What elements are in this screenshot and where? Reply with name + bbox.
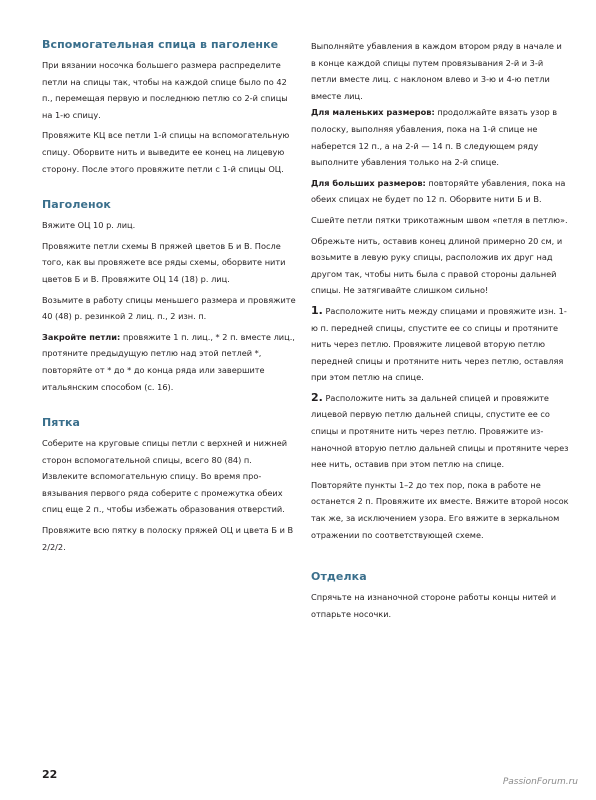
- bold-lead: Для маленьких размеров:: [311, 107, 435, 118]
- right-column: [311, 38, 569, 622]
- step-paragraph: [311, 390, 569, 473]
- paragraph: Возьмите в работу спицы меньшего размера и провяжите 40 (48) р. резинкой 2 лиц. п., 2 изн. п.: [42, 294, 296, 322]
- paragraph-text: повторяйте убавления, пока на обеих спицах не будет по 12 п. Оборвите нити Б и В.: [311, 177, 566, 205]
- paragraph-text: продолжайте вязать узор в полоску, выполняя убавления, пока на 1-й спице не наберется 12 п., а на 2-й — 14 п. В следующем ряду выполните убавления только на 2-й спице.: [311, 107, 558, 168]
- paragraph: Провяжите КЦ все петли 1-й спицы на вспомогательную спицу. Оборвите нить и выведите ее конец на лицевую сторону. После этого провяжите петли с 1-й спицы ОЦ.: [42, 130, 290, 174]
- paragraph: Сшейте петли пятки трикотажным швом «петля в петлю».: [311, 214, 568, 225]
- bold-lead: Закройте петли:: [42, 331, 121, 342]
- step-number: 2.: [311, 390, 323, 404]
- section-title-auxiliary-needle: Вспомогательная спица в паголенке: [42, 38, 279, 51]
- section-title-heel: Пятка: [42, 416, 81, 430]
- paragraph: Провяжите петли схемы В пряжей цветов Б и В. После того, как вы провяжете все ряды схемы, оборвите нити цветов Б и В. Провяжите ОЦ 14 (18) р. лиц.: [42, 240, 286, 284]
- step-text: Расположите нить за дальней спицей и провяжите лицевой первую петлю дальней спицы, спустите ее со спицы и протяните нить через петлю. Провяжите изнаночной вторую петлю дальней спицы и протяните через нее нить, оставив при этом петлю на спице.: [311, 392, 569, 470]
- paragraph: Вяжите ОЦ 10 р. лиц.: [42, 220, 136, 231]
- section-title-leg: Паголенок: [42, 198, 111, 212]
- page-number: 22: [42, 768, 58, 781]
- paragraph: Соберите на круговые спицы петли с верхней и нижней сторон вспомогательной спицы, всего 80 (84) п. Извлеките вспомогательную спицу. Во время провязывания первого ряда соберите с промежутка обеих спиц еще 2 п., чтобы избежать образования отверстий.: [42, 438, 288, 515]
- paragraph-text: провяжите 1 п. лиц., * 2 п. вместе лиц., протяните предыдущую петлю над этой петлей *, повторяйте от * до * до конца ряда или завершите итальянским способом (с. 16).: [42, 331, 295, 392]
- bold-lead: Для больших размеров:: [311, 177, 426, 188]
- paragraph: Провяжите всю пятку в полоску пряжей ОЦ и цвета Б и В 2/2/2.: [42, 525, 294, 552]
- paragraph: Повторяйте пункты 1–2 до тех пор, пока в работе не останется 2 п. Провяжите их вместе. Вяжите второй носок так же, за исключением узора. Его вяжите в зеркальном отражении по соответствующей схеме.: [311, 479, 569, 540]
- step-number: 1.: [311, 303, 323, 317]
- paragraph: Выполняйте убавления в каждом втором ряду в начале и в конце каждой спицы путем провязывания 2-й и 3-й петли вместе лиц. с наклоном влево и 3-ю и 4-ю петли вместе лиц.: [311, 41, 562, 101]
- paragraph: [311, 175, 569, 208]
- left-column: [42, 38, 298, 555]
- watermark: PassionForum.ru: [502, 777, 578, 787]
- paragraph: Спрячьте на изнаночной стороне работы концы нитей и отпарьте носочки.: [311, 592, 557, 619]
- step-text: Расположите нить между спицами и провяжите изн. 1-ю п. передней спицы, спустите ее со спицы и протяните нить через петлю. Провяжите лицевой вторую петлю передней спицы и протяните нить через петлю, оставляя при этом петлю на спице.: [311, 305, 567, 383]
- section-title-finishing: Отделка: [311, 570, 367, 584]
- step-paragraph: [311, 303, 569, 386]
- paragraph: При вязании носочка большего размера распределите петли на спицы так, чтобы на каждой спице было по 42 п., перемещая первую и последнюю петлю со 2-й спицы на 1-ю спицу.: [42, 60, 288, 120]
- paragraph: Обрежьте нить, оставив конец длиной примерно 20 см, и возьмите в левую руку спицы, расположив их друг над другом так, чтобы нить была с правой стороны дальней спицы. Не затягивайте слишком сильно!: [311, 235, 563, 296]
- paragraph: [42, 329, 298, 395]
- paragraph: [311, 104, 569, 170]
